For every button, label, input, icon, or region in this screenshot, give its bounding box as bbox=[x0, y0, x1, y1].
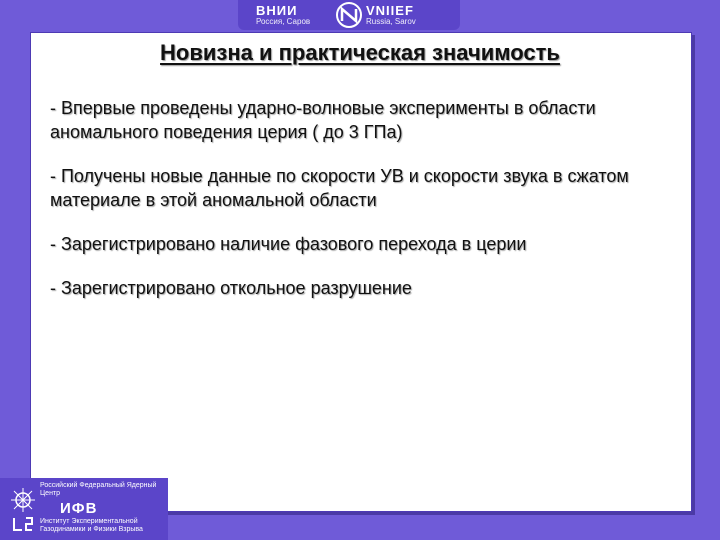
bullet-item: - Зарегистрировано наличие фазового перехода в церии bbox=[50, 234, 527, 254]
corner-logo-line2: Институт Экспериментальной Газодинамики и Физики Взрыва bbox=[40, 518, 143, 533]
ifv-emblem-icon bbox=[8, 486, 38, 534]
logo-right-main: VNIIEF bbox=[366, 3, 414, 18]
bullet-item: - Зарегистрировано откольное разрушение bbox=[50, 278, 412, 298]
bullet-list bbox=[50, 96, 690, 320]
vniief-emblem-icon bbox=[334, 1, 364, 29]
bullet-item: - Получены новые данные по скорости УВ и скорости звука в сжатом материале в этой аномальной области bbox=[50, 166, 629, 210]
ifv-logo bbox=[0, 478, 168, 540]
vniief-logo bbox=[238, 0, 460, 30]
corner-logo-abbr: ИФВ bbox=[60, 500, 98, 517]
bullet-item: - Впервые проведены ударно-волновые эксперименты в области аномального поведения церия ( до 3 ГПа) bbox=[50, 98, 596, 142]
logo-left-main: ВНИИ bbox=[256, 3, 298, 18]
logo-right-sub: Russia, Sarov bbox=[366, 17, 416, 26]
logo-left-sub: Россия, Саров bbox=[256, 17, 311, 26]
slide-title: Новизна и практическая значимость bbox=[160, 40, 560, 65]
corner-logo-line1: Российский Федеральный Ядерный Центр bbox=[40, 482, 157, 497]
